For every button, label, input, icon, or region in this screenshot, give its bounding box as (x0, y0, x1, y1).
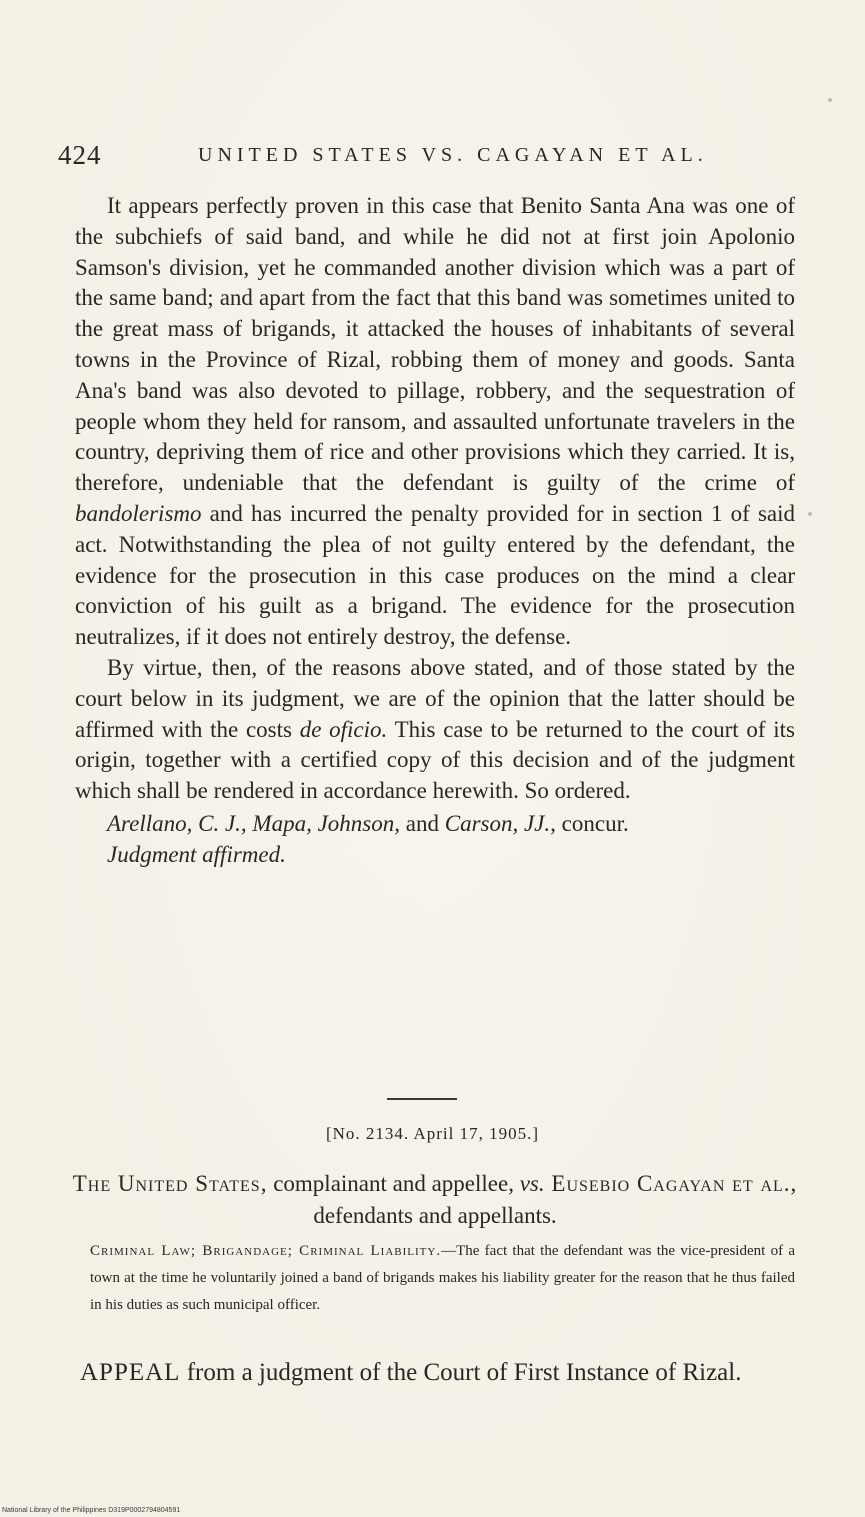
appeal-statement (80, 1356, 800, 1390)
syllabus (90, 1238, 795, 1319)
concurring-justices: Arellano, C. J., Mapa, Johnson, (107, 810, 401, 836)
page-number: 424 (58, 140, 102, 170)
concur-tail: concur. (555, 810, 629, 836)
page-header (58, 140, 818, 180)
case-title-defendant: Eusebio Cagayan et al., (544, 1171, 798, 1196)
case-title-role: complainant and appellee, (267, 1171, 520, 1196)
appeal-lead: APPEAL (80, 1359, 181, 1386)
concurring-justice-last: Carson, JJ., (444, 810, 556, 836)
concur-and: and (400, 810, 445, 836)
judgment-line: Judgment affirmed. (107, 841, 286, 867)
paragraph-1-end: and has incurred the penalty provided for in section 1 of said act. Notwithstanding the plea of not guilty entered by the defendant, the evidence for the prosecution in this case produces on the mind a clear conviction of his guilt as a brigand. The evidence for the prosecution neutralizes, if it does not entirely destroy, the defense. (75, 500, 795, 650)
paragraph-1-text: It appears perfectly proven in this case that Benito Santa Ana was one of the subchiefs of said band, and while he did not at first join Apolonio Samson's division, yet he commanded another division which was a part of the same band; and apart from the fact that this band was sometimes united to the great mass of brigands, it attacked the houses of inhabitants of several towns in the Province of Rizal, robbing them of money and goods. Santa Ana's band was also devoted to pillage, robbery, and the sequestration of people whom they held for ransom, and assaulted unfortunate travelers in the country, depriving them of rice and other provisions which they carried. It is, therefore, undeniable that the defendant is guilty of the crime of (75, 193, 795, 496)
appeal-body: from a judgment of the Court of First Instance of Rizal. (180, 1359, 742, 1386)
paragraph-1-italic: bandolerismo (75, 500, 202, 526)
paragraph-2-text: By virtue, then, of the reasons above stated, and of those stated by the court below in its judgment, we are of the opinion that the latter should be affirmed with the costs (75, 654, 795, 742)
docket-number: [No. 2134. April 17, 1905.] (325, 1124, 540, 1143)
running-head: UNITED STATES VS. CAGAYAN ET AL. (198, 144, 708, 166)
syllabus-heading: Criminal Law; Brigandage; Criminal Liability. (90, 1243, 442, 1259)
paper-speck (828, 98, 832, 102)
paragraph-2-italic: de oficio. (299, 716, 388, 742)
paragraph-2 (75, 653, 795, 807)
paper-speck (808, 512, 812, 516)
case-title-vs: vs. (519, 1171, 545, 1196)
case-title (70, 1168, 800, 1232)
opinion-text (75, 191, 795, 871)
paragraph-1 (75, 191, 795, 653)
case-title-tail: defendants and appellants. (313, 1203, 557, 1228)
paragraph-2-end: This case to be returned to the court of its origin, together with a certified copy of this decision and of the judgment which shall be rendered in accordance herewith. So ordered. (75, 716, 796, 804)
concurrence-line (75, 809, 795, 840)
scan-footer: National Library of the Philippines D319P0002794804591 (2, 1507, 181, 1514)
syllabus-body: —The fact that the defendant was the vice-president of a town at the time he voluntarily joined a band of brigands makes his liability greater for the reason that he thus failed in his duties as such municipal officer. (90, 1243, 795, 1313)
case-title-plaintiff: The United States, (72, 1171, 268, 1196)
section-divider (387, 1098, 457, 1100)
